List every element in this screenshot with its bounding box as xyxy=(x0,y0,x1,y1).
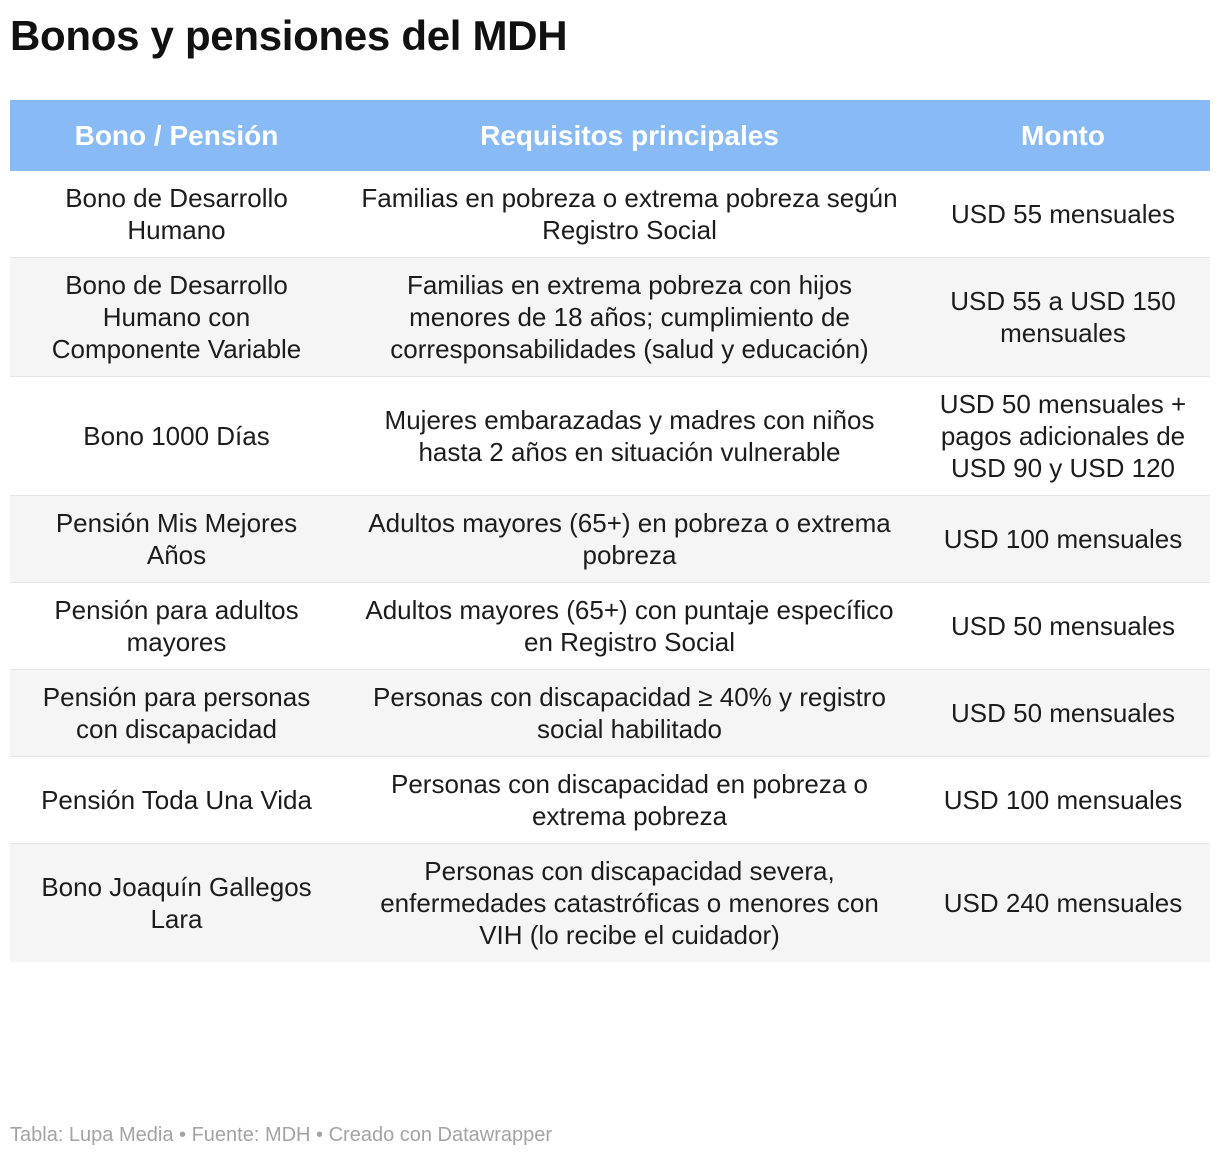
cell-bono: Bono de Desarrollo Humano xyxy=(65,183,288,245)
page-title: Bonos y pensiones del MDH xyxy=(10,12,568,59)
cell-monto: USD 50 mensuales + pagos adicionales de USD 90 y USD 120 xyxy=(916,377,1210,496)
cell-requisitos: Personas con discapacidad ≥ 40% y registro social habilitado xyxy=(343,670,916,757)
column-header-bono: Bono / Pensión xyxy=(74,119,279,151)
column-header-requisitos: Requisitos principales xyxy=(480,119,779,151)
cell-monto: USD 50 mensuales xyxy=(916,583,1210,670)
table-row xyxy=(10,496,1210,583)
cell-bono: Pensión Mis Mejores Años xyxy=(10,496,343,583)
benefits-table xyxy=(10,100,1210,962)
table-header-row xyxy=(10,100,1210,171)
source-footer: Tabla: Lupa Media • Fuente: MDH • Creado con Datawrapper xyxy=(10,1124,553,1146)
cell-requisitos: Personas con discapacidad en pobreza o extrema pobreza xyxy=(343,757,916,844)
table-row xyxy=(10,583,1210,670)
column-header-monto: Monto xyxy=(1021,119,1105,151)
table-row xyxy=(10,757,1210,844)
cell-monto: USD 100 mensuales xyxy=(916,496,1210,583)
table-header xyxy=(10,100,1210,171)
table-row xyxy=(10,258,1210,377)
cell-requisitos: Familias en pobreza o extrema pobreza según Registro Social xyxy=(361,183,898,245)
table-row xyxy=(10,844,1210,963)
cell-bono: Bono 1000 Días xyxy=(10,377,343,496)
cell-requisitos: Adultos mayores (65+) en pobreza o extrema pobreza xyxy=(343,496,916,583)
table-row xyxy=(10,377,1210,496)
cell-bono: Pensión para adultos mayores xyxy=(10,583,343,670)
cell-monto: USD 50 mensuales xyxy=(916,670,1210,757)
cell-requisitos: Familias en extrema pobreza con hijos menores de 18 años; cumplimiento de corresponsabilidades (salud y educación) xyxy=(343,258,916,377)
cell-bono: Bono de Desarrollo Humano con Componente Variable xyxy=(10,258,343,377)
cell-monto: USD 100 mensuales xyxy=(916,757,1210,844)
cell-requisitos: Personas con discapacidad severa, enfermedades catastróficas o menores con VIH (lo recibe el cuidador) xyxy=(343,844,916,963)
cell-bono: Bono Joaquín Gallegos Lara xyxy=(10,844,343,963)
cell-monto: USD 55 mensuales xyxy=(951,199,1175,229)
cell-monto: USD 240 mensuales xyxy=(916,844,1210,963)
table-row xyxy=(10,171,1210,258)
cell-requisitos: Adultos mayores (65+) con puntaje específico en Registro Social xyxy=(343,583,916,670)
table-body xyxy=(10,171,1210,962)
table-row xyxy=(10,670,1210,757)
cell-bono: Pensión Toda Una Vida xyxy=(10,757,343,844)
cell-monto: USD 55 a USD 150 mensuales xyxy=(916,258,1210,377)
cell-requisitos: Mujeres embarazadas y madres con niños hasta 2 años en situación vulnerable xyxy=(343,377,916,496)
cell-bono: Pensión para personas con discapacidad xyxy=(10,670,343,757)
